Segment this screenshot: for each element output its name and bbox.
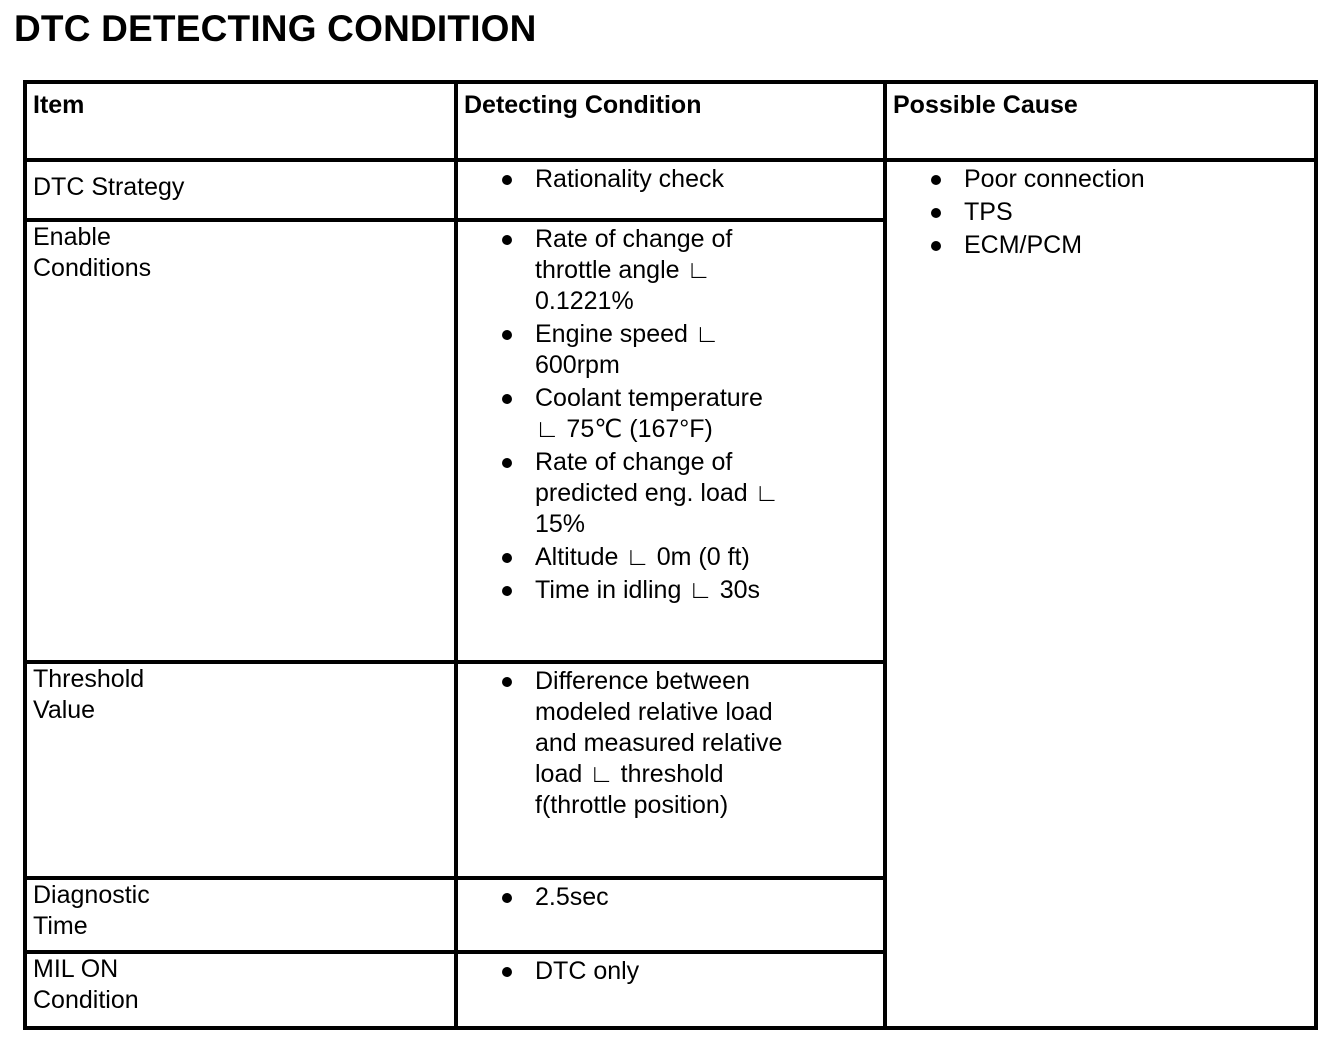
list-item: 2.5sec	[502, 882, 883, 913]
list-item: Coolant temperature ∟ 75℃ (167°F)	[502, 383, 883, 445]
bullet-icon	[931, 175, 941, 185]
list-item: Rate of change of predicted eng. load ∟ 15%	[502, 447, 883, 540]
bullet-icon	[502, 458, 512, 468]
table-header-row	[25, 82, 1316, 160]
table-row	[25, 160, 1316, 220]
list-item: Time in idling ∟ 30s	[502, 575, 883, 606]
row-conditions	[456, 878, 885, 952]
bullet-icon	[502, 586, 512, 596]
row-item-mil-on-condition: MIL ON Condition	[25, 952, 456, 1028]
header-condition: Detecting Condition	[456, 82, 885, 160]
row-conditions	[456, 160, 885, 220]
list-item: Rationality check	[502, 164, 883, 195]
dtc-table	[23, 80, 1318, 1030]
bullet-icon	[502, 677, 512, 687]
bullet-icon	[502, 893, 512, 903]
page-title: DTC DETECTING CONDITION	[14, 8, 537, 49]
list-item: DTC only	[502, 956, 883, 987]
bullet-icon	[502, 967, 512, 977]
row-conditions	[456, 952, 885, 1028]
list-item: ECM/PCM	[931, 230, 1314, 261]
row-conditions	[456, 220, 885, 662]
header-item: Item	[25, 82, 456, 160]
bullet-icon	[931, 241, 941, 251]
list-item: Engine speed ∟ 600rpm	[502, 319, 883, 381]
bullet-icon	[502, 553, 512, 563]
list-item: TPS	[931, 197, 1314, 228]
bullet-icon	[931, 208, 941, 218]
header-cause: Possible Cause	[885, 82, 1316, 160]
row-item-dtc-strategy: DTC Strategy	[25, 160, 456, 220]
row-item-threshold-value: Threshold Value	[25, 662, 456, 878]
bullet-icon	[502, 330, 512, 340]
list-item: Poor connection	[931, 164, 1314, 195]
possible-cause-cell	[885, 160, 1316, 1028]
list-item: Altitude ∟ 0m (0 ft)	[502, 542, 883, 573]
row-item-diagnostic-time: Diagnostic Time	[25, 878, 456, 952]
row-item-enable-conditions: Enable Conditions	[25, 220, 456, 662]
list-item: Rate of change of throttle angle ∟ 0.1221%	[502, 224, 883, 317]
bullet-icon	[502, 235, 512, 245]
bullet-icon	[502, 175, 512, 185]
bullet-icon	[502, 394, 512, 404]
row-conditions	[456, 662, 885, 878]
list-item: Difference between modeled relative load and measured relative load ∟ threshold f(throttle position)	[502, 666, 883, 821]
